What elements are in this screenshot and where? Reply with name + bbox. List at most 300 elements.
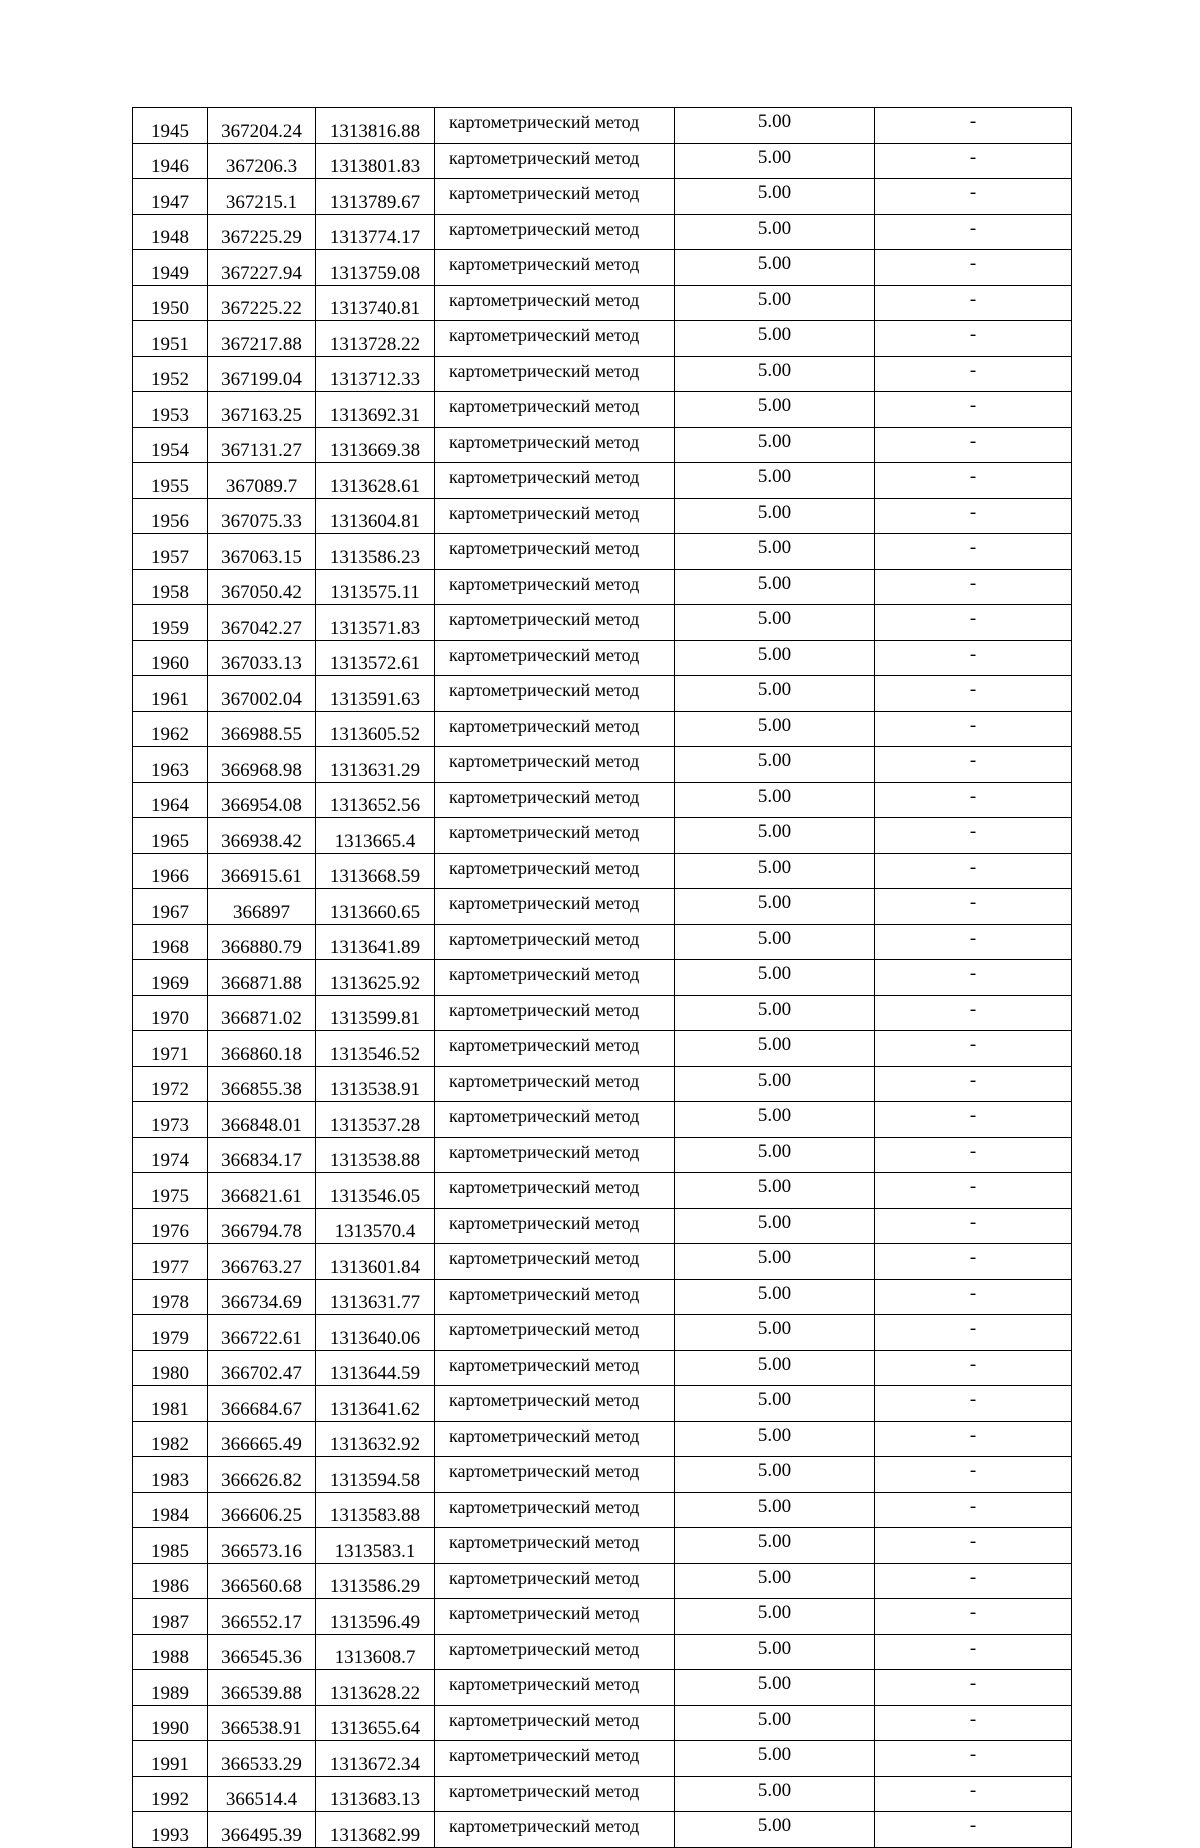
point-number-cell: 1982 bbox=[133, 1421, 208, 1457]
accuracy-cell: 5.00 bbox=[675, 889, 875, 925]
method-cell: картометрический метод bbox=[435, 1457, 675, 1493]
point-number-cell: 1979 bbox=[133, 1315, 208, 1351]
description-cell: - bbox=[875, 924, 1072, 960]
x-coordinate-cell: 366538.91 bbox=[208, 1705, 316, 1741]
point-number-cell: 1993 bbox=[133, 1812, 208, 1848]
coordinates-table-body bbox=[133, 108, 1072, 1848]
x-coordinate-cell: 366560.68 bbox=[208, 1563, 316, 1599]
x-coordinate-cell: 366821.61 bbox=[208, 1173, 316, 1209]
point-number-cell: 1969 bbox=[133, 960, 208, 996]
description-cell: - bbox=[875, 250, 1072, 286]
point-number-cell: 1985 bbox=[133, 1528, 208, 1564]
x-coordinate-cell: 367217.88 bbox=[208, 321, 316, 357]
x-coordinate-cell: 367206.3 bbox=[208, 143, 316, 179]
point-number-cell: 1990 bbox=[133, 1705, 208, 1741]
description-cell: - bbox=[875, 818, 1072, 854]
method-cell: картометрический метод bbox=[435, 747, 675, 783]
x-coordinate-cell: 366533.29 bbox=[208, 1741, 316, 1777]
accuracy-cell: 5.00 bbox=[675, 1705, 875, 1741]
table-row bbox=[133, 1350, 1072, 1386]
x-coordinate-cell: 367199.04 bbox=[208, 356, 316, 392]
accuracy-cell: 5.00 bbox=[675, 179, 875, 215]
table-row bbox=[133, 711, 1072, 747]
y-coordinate-cell: 1313628.22 bbox=[316, 1670, 435, 1706]
description-cell: - bbox=[875, 1528, 1072, 1564]
table-row bbox=[133, 250, 1072, 286]
method-cell: картометрический метод bbox=[435, 534, 675, 570]
accuracy-cell: 5.00 bbox=[675, 924, 875, 960]
accuracy-cell: 5.00 bbox=[675, 498, 875, 534]
y-coordinate-cell: 1313570.4 bbox=[316, 1208, 435, 1244]
x-coordinate-cell: 367225.22 bbox=[208, 285, 316, 321]
description-cell: - bbox=[875, 1350, 1072, 1386]
table-row bbox=[133, 676, 1072, 712]
method-cell: картометрический метод bbox=[435, 640, 675, 676]
x-coordinate-cell: 367033.13 bbox=[208, 640, 316, 676]
x-coordinate-cell: 366871.88 bbox=[208, 960, 316, 996]
x-coordinate-cell: 366871.02 bbox=[208, 995, 316, 1031]
table-row bbox=[133, 534, 1072, 570]
table-row bbox=[133, 924, 1072, 960]
table-row bbox=[133, 747, 1072, 783]
x-coordinate-cell: 366626.82 bbox=[208, 1457, 316, 1493]
x-coordinate-cell: 366539.88 bbox=[208, 1670, 316, 1706]
point-number-cell: 1955 bbox=[133, 463, 208, 499]
y-coordinate-cell: 1313631.77 bbox=[316, 1279, 435, 1315]
accuracy-cell: 5.00 bbox=[675, 108, 875, 144]
method-cell: картометрический метод bbox=[435, 463, 675, 499]
y-coordinate-cell: 1313594.58 bbox=[316, 1457, 435, 1493]
point-number-cell: 1986 bbox=[133, 1563, 208, 1599]
y-coordinate-cell: 1313652.56 bbox=[316, 782, 435, 818]
point-number-cell: 1945 bbox=[133, 108, 208, 144]
y-coordinate-cell: 1313625.92 bbox=[316, 960, 435, 996]
description-cell: - bbox=[875, 463, 1072, 499]
point-number-cell: 1992 bbox=[133, 1776, 208, 1812]
point-number-cell: 1946 bbox=[133, 143, 208, 179]
y-coordinate-cell: 1313759.08 bbox=[316, 250, 435, 286]
accuracy-cell: 5.00 bbox=[675, 818, 875, 854]
table-row bbox=[133, 1102, 1072, 1138]
description-cell: - bbox=[875, 1173, 1072, 1209]
accuracy-cell: 5.00 bbox=[675, 1528, 875, 1564]
description-cell: - bbox=[875, 1244, 1072, 1280]
y-coordinate-cell: 1313538.88 bbox=[316, 1137, 435, 1173]
table-row bbox=[133, 818, 1072, 854]
accuracy-cell: 5.00 bbox=[675, 1102, 875, 1138]
y-coordinate-cell: 1313608.7 bbox=[316, 1634, 435, 1670]
x-coordinate-cell: 366794.78 bbox=[208, 1208, 316, 1244]
point-number-cell: 1949 bbox=[133, 250, 208, 286]
table-row bbox=[133, 356, 1072, 392]
table-row bbox=[133, 1776, 1072, 1812]
accuracy-cell: 5.00 bbox=[675, 1457, 875, 1493]
description-cell: - bbox=[875, 143, 1072, 179]
x-coordinate-cell: 366495.39 bbox=[208, 1812, 316, 1848]
table-row bbox=[133, 285, 1072, 321]
table-row bbox=[133, 782, 1072, 818]
description-cell: - bbox=[875, 1386, 1072, 1422]
table-row bbox=[133, 1031, 1072, 1067]
description-cell: - bbox=[875, 179, 1072, 215]
x-coordinate-cell: 367215.1 bbox=[208, 179, 316, 215]
x-coordinate-cell: 367042.27 bbox=[208, 605, 316, 641]
point-number-cell: 1981 bbox=[133, 1386, 208, 1422]
accuracy-cell: 5.00 bbox=[675, 1315, 875, 1351]
point-number-cell: 1958 bbox=[133, 569, 208, 605]
table-row bbox=[133, 1705, 1072, 1741]
point-number-cell: 1984 bbox=[133, 1492, 208, 1528]
description-cell: - bbox=[875, 392, 1072, 428]
method-cell: картометрический метод bbox=[435, 569, 675, 605]
accuracy-cell: 5.00 bbox=[675, 711, 875, 747]
point-number-cell: 1988 bbox=[133, 1634, 208, 1670]
table-row bbox=[133, 463, 1072, 499]
method-cell: картометрический метод bbox=[435, 1599, 675, 1635]
accuracy-cell: 5.00 bbox=[675, 250, 875, 286]
accuracy-cell: 5.00 bbox=[675, 1066, 875, 1102]
y-coordinate-cell: 1313537.28 bbox=[316, 1102, 435, 1138]
y-coordinate-cell: 1313599.81 bbox=[316, 995, 435, 1031]
coordinates-table bbox=[132, 107, 1072, 1848]
description-cell: - bbox=[875, 1705, 1072, 1741]
point-number-cell: 1966 bbox=[133, 853, 208, 889]
accuracy-cell: 5.00 bbox=[675, 640, 875, 676]
table-row bbox=[133, 1173, 1072, 1209]
accuracy-cell: 5.00 bbox=[675, 747, 875, 783]
accuracy-cell: 5.00 bbox=[675, 214, 875, 250]
x-coordinate-cell: 366763.27 bbox=[208, 1244, 316, 1280]
point-number-cell: 1962 bbox=[133, 711, 208, 747]
description-cell: - bbox=[875, 1563, 1072, 1599]
description-cell: - bbox=[875, 1102, 1072, 1138]
method-cell: картометрический метод bbox=[435, 392, 675, 428]
table-row bbox=[133, 995, 1072, 1031]
method-cell: картометрический метод bbox=[435, 1776, 675, 1812]
table-row bbox=[133, 498, 1072, 534]
method-cell: картометрический метод bbox=[435, 889, 675, 925]
description-cell: - bbox=[875, 534, 1072, 570]
method-cell: картометрический метод bbox=[435, 818, 675, 854]
accuracy-cell: 5.00 bbox=[675, 392, 875, 428]
method-cell: картометрический метод bbox=[435, 1102, 675, 1138]
point-number-cell: 1980 bbox=[133, 1350, 208, 1386]
point-number-cell: 1987 bbox=[133, 1599, 208, 1635]
accuracy-cell: 5.00 bbox=[675, 143, 875, 179]
accuracy-cell: 5.00 bbox=[675, 1208, 875, 1244]
table-row bbox=[133, 179, 1072, 215]
table-row bbox=[133, 321, 1072, 357]
accuracy-cell: 5.00 bbox=[675, 1421, 875, 1457]
table-row bbox=[133, 1279, 1072, 1315]
point-number-cell: 1975 bbox=[133, 1173, 208, 1209]
accuracy-cell: 5.00 bbox=[675, 782, 875, 818]
method-cell: картометрический метод bbox=[435, 1563, 675, 1599]
point-number-cell: 1953 bbox=[133, 392, 208, 428]
table-row bbox=[133, 1599, 1072, 1635]
method-cell: картометрический метод bbox=[435, 605, 675, 641]
point-number-cell: 1948 bbox=[133, 214, 208, 250]
accuracy-cell: 5.00 bbox=[675, 1776, 875, 1812]
y-coordinate-cell: 1313571.83 bbox=[316, 605, 435, 641]
y-coordinate-cell: 1313728.22 bbox=[316, 321, 435, 357]
y-coordinate-cell: 1313632.92 bbox=[316, 1421, 435, 1457]
accuracy-cell: 5.00 bbox=[675, 1741, 875, 1777]
method-cell: картометрический метод bbox=[435, 1279, 675, 1315]
accuracy-cell: 5.00 bbox=[675, 534, 875, 570]
x-coordinate-cell: 366573.16 bbox=[208, 1528, 316, 1564]
accuracy-cell: 5.00 bbox=[675, 1599, 875, 1635]
y-coordinate-cell: 1313601.84 bbox=[316, 1244, 435, 1280]
table-row bbox=[133, 143, 1072, 179]
description-cell: - bbox=[875, 1457, 1072, 1493]
method-cell: картометрический метод bbox=[435, 1705, 675, 1741]
y-coordinate-cell: 1313801.83 bbox=[316, 143, 435, 179]
y-coordinate-cell: 1313572.61 bbox=[316, 640, 435, 676]
method-cell: картометрический метод bbox=[435, 1137, 675, 1173]
x-coordinate-cell: 366915.61 bbox=[208, 853, 316, 889]
y-coordinate-cell: 1313605.52 bbox=[316, 711, 435, 747]
x-coordinate-cell: 366860.18 bbox=[208, 1031, 316, 1067]
method-cell: картометрический метод bbox=[435, 1350, 675, 1386]
method-cell: картометрический метод bbox=[435, 498, 675, 534]
point-number-cell: 1976 bbox=[133, 1208, 208, 1244]
accuracy-cell: 5.00 bbox=[675, 960, 875, 996]
description-cell: - bbox=[875, 1031, 1072, 1067]
point-number-cell: 1971 bbox=[133, 1031, 208, 1067]
x-coordinate-cell: 367225.29 bbox=[208, 214, 316, 250]
description-cell: - bbox=[875, 108, 1072, 144]
description-cell: - bbox=[875, 889, 1072, 925]
method-cell: картометрический метод bbox=[435, 1528, 675, 1564]
method-cell: картометрический метод bbox=[435, 1173, 675, 1209]
description-cell: - bbox=[875, 1421, 1072, 1457]
table-row bbox=[133, 1244, 1072, 1280]
accuracy-cell: 5.00 bbox=[675, 1137, 875, 1173]
y-coordinate-cell: 1313591.63 bbox=[316, 676, 435, 712]
x-coordinate-cell: 367204.24 bbox=[208, 108, 316, 144]
method-cell: картометрический метод bbox=[435, 1244, 675, 1280]
table-row bbox=[133, 853, 1072, 889]
point-number-cell: 1989 bbox=[133, 1670, 208, 1706]
method-cell: картометрический метод bbox=[435, 250, 675, 286]
accuracy-cell: 5.00 bbox=[675, 995, 875, 1031]
accuracy-cell: 5.00 bbox=[675, 427, 875, 463]
x-coordinate-cell: 367227.94 bbox=[208, 250, 316, 286]
y-coordinate-cell: 1313682.99 bbox=[316, 1812, 435, 1848]
table-row bbox=[133, 640, 1072, 676]
point-number-cell: 1965 bbox=[133, 818, 208, 854]
method-cell: картометрический метод bbox=[435, 1741, 675, 1777]
x-coordinate-cell: 366606.25 bbox=[208, 1492, 316, 1528]
point-number-cell: 1973 bbox=[133, 1102, 208, 1138]
y-coordinate-cell: 1313628.61 bbox=[316, 463, 435, 499]
table-row bbox=[133, 1137, 1072, 1173]
y-coordinate-cell: 1313655.64 bbox=[316, 1705, 435, 1741]
description-cell: - bbox=[875, 1315, 1072, 1351]
table-row bbox=[133, 960, 1072, 996]
y-coordinate-cell: 1313660.65 bbox=[316, 889, 435, 925]
y-coordinate-cell: 1313774.17 bbox=[316, 214, 435, 250]
y-coordinate-cell: 1313641.89 bbox=[316, 924, 435, 960]
y-coordinate-cell: 1313740.81 bbox=[316, 285, 435, 321]
accuracy-cell: 5.00 bbox=[675, 1350, 875, 1386]
y-coordinate-cell: 1313672.34 bbox=[316, 1741, 435, 1777]
method-cell: картометрический метод bbox=[435, 1670, 675, 1706]
table-row bbox=[133, 108, 1072, 144]
y-coordinate-cell: 1313816.88 bbox=[316, 108, 435, 144]
method-cell: картометрический метод bbox=[435, 214, 675, 250]
description-cell: - bbox=[875, 285, 1072, 321]
accuracy-cell: 5.00 bbox=[675, 853, 875, 889]
y-coordinate-cell: 1313641.62 bbox=[316, 1386, 435, 1422]
method-cell: картометрический метод bbox=[435, 1492, 675, 1528]
x-coordinate-cell: 366702.47 bbox=[208, 1350, 316, 1386]
y-coordinate-cell: 1313712.33 bbox=[316, 356, 435, 392]
point-number-cell: 1977 bbox=[133, 1244, 208, 1280]
point-number-cell: 1950 bbox=[133, 285, 208, 321]
table-row bbox=[133, 1066, 1072, 1102]
method-cell: картометрический метод bbox=[435, 1066, 675, 1102]
point-number-cell: 1954 bbox=[133, 427, 208, 463]
table-row bbox=[133, 392, 1072, 428]
method-cell: картометрический метод bbox=[435, 1634, 675, 1670]
table-row bbox=[133, 1315, 1072, 1351]
point-number-cell: 1970 bbox=[133, 995, 208, 1031]
description-cell: - bbox=[875, 1812, 1072, 1848]
table-row bbox=[133, 1741, 1072, 1777]
y-coordinate-cell: 1313586.23 bbox=[316, 534, 435, 570]
description-cell: - bbox=[875, 1137, 1072, 1173]
point-number-cell: 1961 bbox=[133, 676, 208, 712]
accuracy-cell: 5.00 bbox=[675, 1244, 875, 1280]
x-coordinate-cell: 367131.27 bbox=[208, 427, 316, 463]
table-row bbox=[133, 1563, 1072, 1599]
x-coordinate-cell: 367075.33 bbox=[208, 498, 316, 534]
table-row bbox=[133, 1634, 1072, 1670]
description-cell: - bbox=[875, 711, 1072, 747]
method-cell: картометрический метод bbox=[435, 285, 675, 321]
y-coordinate-cell: 1313644.59 bbox=[316, 1350, 435, 1386]
description-cell: - bbox=[875, 782, 1072, 818]
description-cell: - bbox=[875, 1066, 1072, 1102]
accuracy-cell: 5.00 bbox=[675, 1031, 875, 1067]
point-number-cell: 1952 bbox=[133, 356, 208, 392]
y-coordinate-cell: 1313640.06 bbox=[316, 1315, 435, 1351]
x-coordinate-cell: 366684.67 bbox=[208, 1386, 316, 1422]
method-cell: картометрический метод bbox=[435, 711, 675, 747]
method-cell: картометрический метод bbox=[435, 356, 675, 392]
y-coordinate-cell: 1313692.31 bbox=[316, 392, 435, 428]
x-coordinate-cell: 367050.42 bbox=[208, 569, 316, 605]
accuracy-cell: 5.00 bbox=[675, 321, 875, 357]
x-coordinate-cell: 366514.4 bbox=[208, 1776, 316, 1812]
description-cell: - bbox=[875, 1599, 1072, 1635]
y-coordinate-cell: 1313665.4 bbox=[316, 818, 435, 854]
description-cell: - bbox=[875, 214, 1072, 250]
point-number-cell: 1964 bbox=[133, 782, 208, 818]
table-row bbox=[133, 1812, 1072, 1848]
table-row bbox=[133, 1670, 1072, 1706]
x-coordinate-cell: 367002.04 bbox=[208, 676, 316, 712]
x-coordinate-cell: 366545.36 bbox=[208, 1634, 316, 1670]
description-cell: - bbox=[875, 995, 1072, 1031]
description-cell: - bbox=[875, 853, 1072, 889]
accuracy-cell: 5.00 bbox=[675, 1670, 875, 1706]
x-coordinate-cell: 366968.98 bbox=[208, 747, 316, 783]
y-coordinate-cell: 1313789.67 bbox=[316, 179, 435, 215]
method-cell: картометрический метод bbox=[435, 1812, 675, 1848]
x-coordinate-cell: 366954.08 bbox=[208, 782, 316, 818]
point-number-cell: 1972 bbox=[133, 1066, 208, 1102]
y-coordinate-cell: 1313669.38 bbox=[316, 427, 435, 463]
y-coordinate-cell: 1313546.05 bbox=[316, 1173, 435, 1209]
description-cell: - bbox=[875, 1776, 1072, 1812]
x-coordinate-cell: 366938.42 bbox=[208, 818, 316, 854]
point-number-cell: 1963 bbox=[133, 747, 208, 783]
y-coordinate-cell: 1313683.13 bbox=[316, 1776, 435, 1812]
x-coordinate-cell: 366855.38 bbox=[208, 1066, 316, 1102]
x-coordinate-cell: 366722.61 bbox=[208, 1315, 316, 1351]
accuracy-cell: 5.00 bbox=[675, 1173, 875, 1209]
method-cell: картометрический метод bbox=[435, 960, 675, 996]
y-coordinate-cell: 1313546.52 bbox=[316, 1031, 435, 1067]
point-number-cell: 1974 bbox=[133, 1137, 208, 1173]
point-number-cell: 1957 bbox=[133, 534, 208, 570]
y-coordinate-cell: 1313586.29 bbox=[316, 1563, 435, 1599]
description-cell: - bbox=[875, 1670, 1072, 1706]
accuracy-cell: 5.00 bbox=[675, 605, 875, 641]
description-cell: - bbox=[875, 321, 1072, 357]
x-coordinate-cell: 366665.49 bbox=[208, 1421, 316, 1457]
description-cell: - bbox=[875, 569, 1072, 605]
table-row bbox=[133, 569, 1072, 605]
y-coordinate-cell: 1313596.49 bbox=[316, 1599, 435, 1635]
table-row bbox=[133, 1421, 1072, 1457]
method-cell: картометрический метод bbox=[435, 924, 675, 960]
point-number-cell: 1951 bbox=[133, 321, 208, 357]
accuracy-cell: 5.00 bbox=[675, 569, 875, 605]
accuracy-cell: 5.00 bbox=[675, 1812, 875, 1848]
y-coordinate-cell: 1313583.1 bbox=[316, 1528, 435, 1564]
method-cell: картометрический метод bbox=[435, 1421, 675, 1457]
point-number-cell: 1959 bbox=[133, 605, 208, 641]
accuracy-cell: 5.00 bbox=[675, 1563, 875, 1599]
method-cell: картометрический метод bbox=[435, 1031, 675, 1067]
method-cell: картометрический метод bbox=[435, 782, 675, 818]
description-cell: - bbox=[875, 1634, 1072, 1670]
method-cell: картометрический метод bbox=[435, 143, 675, 179]
table-row bbox=[133, 605, 1072, 641]
method-cell: картометрический метод bbox=[435, 321, 675, 357]
x-coordinate-cell: 367063.15 bbox=[208, 534, 316, 570]
description-cell: - bbox=[875, 605, 1072, 641]
y-coordinate-cell: 1313583.88 bbox=[316, 1492, 435, 1528]
method-cell: картометрический метод bbox=[435, 108, 675, 144]
accuracy-cell: 5.00 bbox=[675, 1634, 875, 1670]
y-coordinate-cell: 1313668.59 bbox=[316, 853, 435, 889]
x-coordinate-cell: 366897 bbox=[208, 889, 316, 925]
y-coordinate-cell: 1313538.91 bbox=[316, 1066, 435, 1102]
description-cell: - bbox=[875, 640, 1072, 676]
description-cell: - bbox=[875, 356, 1072, 392]
table-row bbox=[133, 1457, 1072, 1493]
method-cell: картометрический метод bbox=[435, 1315, 675, 1351]
description-cell: - bbox=[875, 960, 1072, 996]
table-row bbox=[133, 1528, 1072, 1564]
point-number-cell: 1967 bbox=[133, 889, 208, 925]
x-coordinate-cell: 366734.69 bbox=[208, 1279, 316, 1315]
